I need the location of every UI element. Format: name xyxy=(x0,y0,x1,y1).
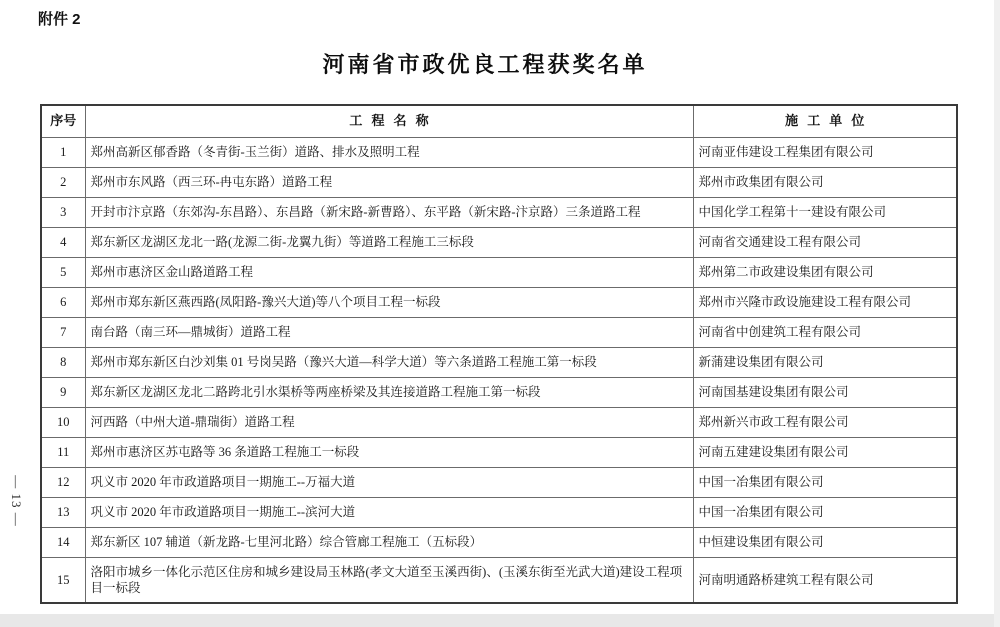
project-name-cell: 郑州市惠济区金山路道路工程 xyxy=(85,257,693,287)
page-title: 河南省市政优良工程获奖名单 xyxy=(322,52,648,77)
project-name-cell: 郑东新区龙湖区龙北二路跨北引水渠桥等两座桥梁及其连接道路工程施工第一标段 xyxy=(85,377,693,407)
company-name-cell: 河南亚伟建设工程集团有限公司 xyxy=(693,137,957,167)
row-index: 5 xyxy=(41,257,85,287)
table-row xyxy=(41,317,957,347)
company-name-cell: 河南国基建设集团有限公司 xyxy=(693,377,957,407)
row-index: 4 xyxy=(41,227,85,257)
row-index: 3 xyxy=(41,197,85,227)
table-header-row xyxy=(41,105,957,137)
company-name-cell: 中国一冶集团有限公司 xyxy=(693,497,957,527)
project-name-cell: 巩义市 2020 年市政道路项目一期施工--万福大道 xyxy=(85,467,693,497)
row-index: 14 xyxy=(41,527,85,557)
row-index: 8 xyxy=(41,347,85,377)
company-name-cell: 中国一冶集团有限公司 xyxy=(693,467,957,497)
header-index: 序号 xyxy=(41,105,85,137)
award-table xyxy=(40,104,958,604)
table-row xyxy=(41,407,957,437)
table-row xyxy=(41,437,957,467)
row-index: 6 xyxy=(41,287,85,317)
table-row xyxy=(41,467,957,497)
company-name-cell: 河南省中创建筑工程有限公司 xyxy=(693,317,957,347)
header-project-name: 工程名称 xyxy=(85,105,693,137)
company-name-cell: 河南五建建设集团有限公司 xyxy=(693,437,957,467)
row-index: 10 xyxy=(41,407,85,437)
company-name-cell: 郑州市政集团有限公司 xyxy=(693,167,957,197)
table-row xyxy=(41,227,957,257)
attachment-label: 附件 2 xyxy=(38,11,81,28)
project-name-cell: 洛阳市城乡一体化示范区住房和城乡建设局玉林路(孝文大道至玉溪西街)、(玉溪东街至光武大道)建设工程项目一标段 xyxy=(85,557,693,603)
scan-edge-right xyxy=(994,0,1000,627)
project-name-cell: 郑东新区 107 辅道（新龙路-七里河北路）综合管廊工程施工（五标段） xyxy=(85,527,693,557)
table-row xyxy=(41,347,957,377)
project-name-cell: 河西路（中州大道-鼎瑞街）道路工程 xyxy=(85,407,693,437)
company-name-cell: 新蒲建设集团有限公司 xyxy=(693,347,957,377)
project-name-cell: 郑州市惠济区苏屯路等 36 条道路工程施工一标段 xyxy=(85,437,693,467)
table-row xyxy=(41,137,957,167)
row-index: 2 xyxy=(41,167,85,197)
header-company-name: 施工单位 xyxy=(693,105,957,137)
scan-edge-bottom xyxy=(0,614,1000,627)
table-row xyxy=(41,497,957,527)
row-index: 13 xyxy=(41,497,85,527)
table-row xyxy=(41,377,957,407)
project-name-cell: 南台路（南三环—鼎城街）道路工程 xyxy=(85,317,693,347)
table-row xyxy=(41,167,957,197)
project-name-cell: 开封市汴京路（东郊沟-东昌路）、东昌路（新宋路-新曹路）、东平路（新宋路-汴京路）三条道路工程 xyxy=(85,197,693,227)
row-index: 9 xyxy=(41,377,85,407)
project-name-cell: 郑东新区龙湖区龙北一路(龙源二街-龙翼九街）等道路工程施工三标段 xyxy=(85,227,693,257)
page-number: — 13 — xyxy=(9,475,24,527)
company-name-cell: 郑州第二市政建设集团有限公司 xyxy=(693,257,957,287)
table-row xyxy=(41,557,957,603)
project-name-cell: 郑州市郑东新区燕西路(凤阳路-豫兴大道)等八个项目工程一标段 xyxy=(85,287,693,317)
row-index: 11 xyxy=(41,437,85,467)
project-name-cell: 郑州市东风路（西三环-冉屯东路）道路工程 xyxy=(85,167,693,197)
company-name-cell: 河南明通路桥建筑工程有限公司 xyxy=(693,557,957,603)
row-index: 15 xyxy=(41,557,85,603)
table-row xyxy=(41,257,957,287)
project-name-cell: 巩义市 2020 年市政道路项目一期施工--滨河大道 xyxy=(85,497,693,527)
row-index: 1 xyxy=(41,137,85,167)
row-index: 12 xyxy=(41,467,85,497)
company-name-cell: 河南省交通建设工程有限公司 xyxy=(693,227,957,257)
table-row xyxy=(41,197,957,227)
row-index: 7 xyxy=(41,317,85,347)
company-name-cell: 中恒建设集团有限公司 xyxy=(693,527,957,557)
table-row xyxy=(41,527,957,557)
company-name-cell: 郑州市兴隆市政设施建设工程有限公司 xyxy=(693,287,957,317)
project-name-cell: 郑州市郑东新区白沙刘集 01 号岗吴路（豫兴大道—科学大道）等六条道路工程施工第一标段 xyxy=(85,347,693,377)
company-name-cell: 郑州新兴市政工程有限公司 xyxy=(693,407,957,437)
company-name-cell: 中国化学工程第十一建设有限公司 xyxy=(693,197,957,227)
table-row xyxy=(41,287,957,317)
project-name-cell: 郑州高新区郁香路（冬青街-玉兰街）道路、排水及照明工程 xyxy=(85,137,693,167)
